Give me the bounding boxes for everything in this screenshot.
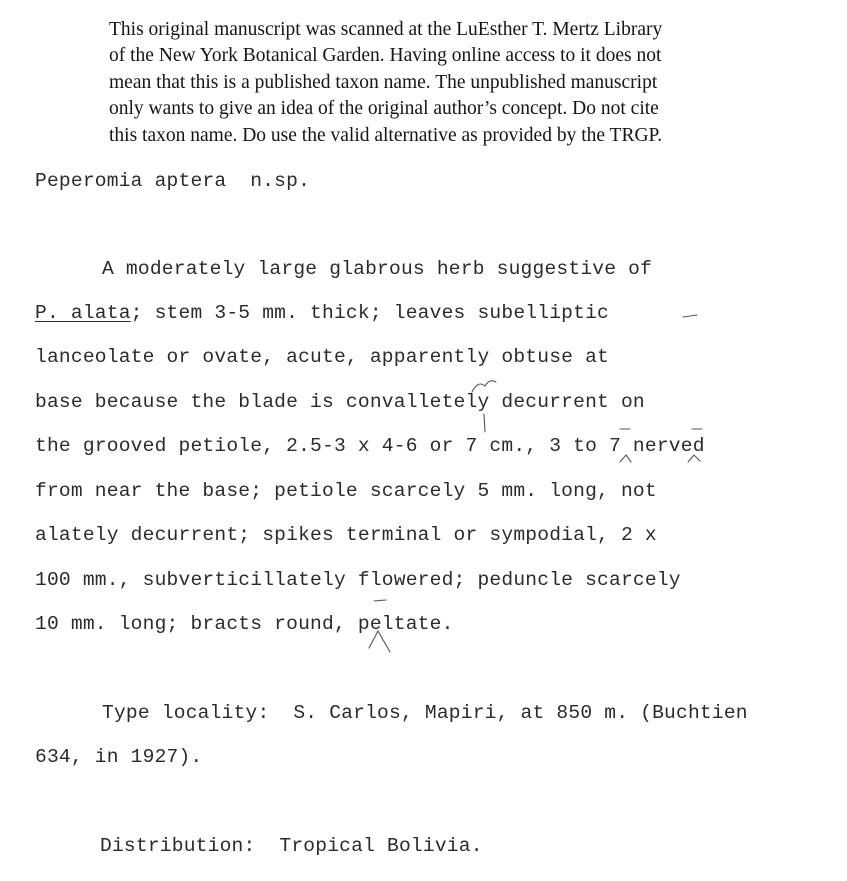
notice-line: of the New York Botanical Garden. Having online access to it does not <box>109 45 662 67</box>
insertion-line <box>484 414 485 432</box>
species-status: n.sp. <box>250 170 311 192</box>
description-line: 10 mm. long; bracts round, peltate. <box>35 613 454 635</box>
species-reference: P. alata <box>35 302 131 324</box>
caret-mark <box>688 455 700 462</box>
correction-mark <box>472 381 496 392</box>
species-name: Peperomia aptera <box>35 170 227 192</box>
description-line: lanceolate or ovate, acute, apparently obtuse at <box>35 346 609 368</box>
description-line: 100 mm., subverticillately flowered; peduncle scarcely <box>35 569 681 591</box>
tick-mark <box>374 600 386 601</box>
notice-line: only wants to give an idea of the original author’s concept. Do not cite <box>109 98 659 120</box>
caret-mark <box>369 631 390 652</box>
description-line: from near the base; petiole scarcely 5 mm. long, not <box>35 480 657 502</box>
description-text: ; stem 3-5 mm. thick; leaves subelliptic <box>130 302 609 324</box>
description-line: alately decurrent; spikes terminal or sympodial, 2 x <box>35 524 657 546</box>
notice-line: mean that this is a published taxon name. The unpublished manuscript <box>109 71 658 93</box>
description-line: the grooved petiole, 2.5-3 x 4-6 or 7 cm., 3 to 7 nerved <box>35 435 705 457</box>
distribution-line: Distribution: Tropical Bolivia. <box>100 835 483 857</box>
hyphen-mark <box>683 315 697 317</box>
notice-line: This original manuscript was scanned at the LuEsther T. Mertz Library <box>109 19 663 40</box>
description-line: A moderately large glabrous herb suggestive of <box>102 258 653 280</box>
caret-mark <box>620 455 631 462</box>
type-locality-line: Type locality: S. Carlos, Mapiri, at 850 m. (Buchtien <box>102 702 748 724</box>
type-locality-line: 634, in 1927). <box>35 746 203 768</box>
notice-line: this taxon name. Do use the valid alternative as provided by the TRGP. <box>109 124 663 146</box>
description-line: base because the blade is convalletely decurrent on <box>35 391 645 413</box>
